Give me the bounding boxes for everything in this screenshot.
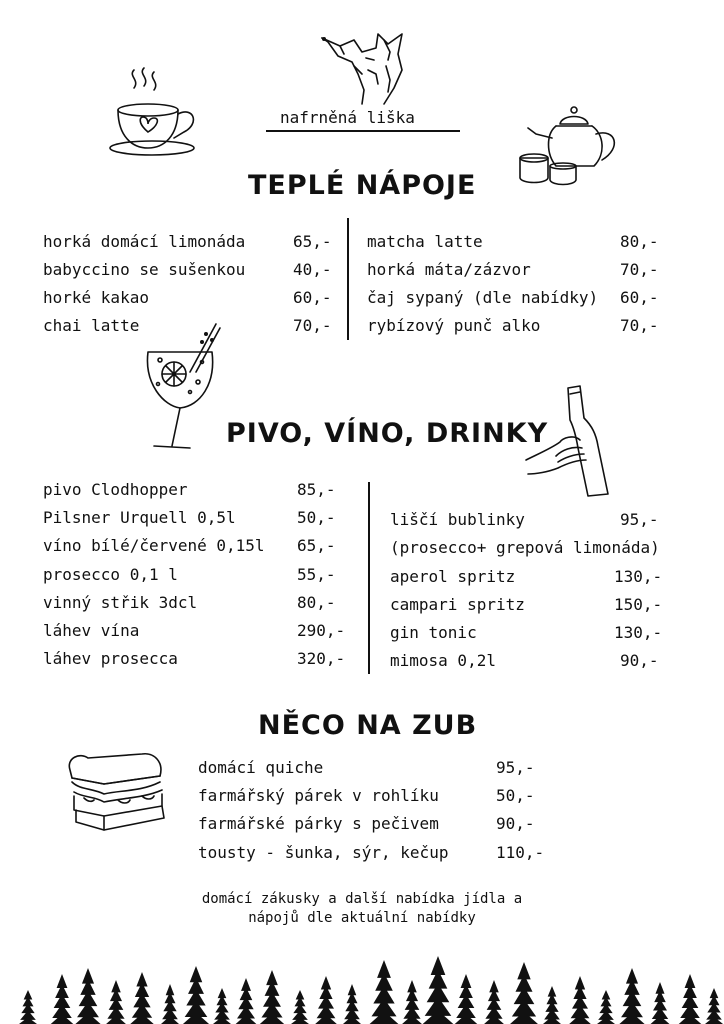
menu-item-name: čaj sypaný (dle nabídky): [367, 288, 599, 307]
teapot-icon: [516, 104, 628, 186]
menu-item-name: farmářské párky s pečivem: [198, 814, 439, 833]
footer-note: [0, 890, 724, 928]
pine-tree: [423, 956, 454, 1024]
menu-item-price: 55,-: [297, 565, 336, 584]
menu-item-price: 90,-: [496, 814, 535, 833]
menu-item-price: 50,-: [297, 508, 336, 527]
pine-trees-icon: [0, 950, 724, 1024]
pine-tree: [260, 970, 284, 1024]
sandwich-icon: [64, 748, 170, 834]
menu-item-price: 320,-: [297, 649, 346, 668]
section-title-snacks: NĚCO NA ZUB: [258, 710, 478, 741]
pine-tree: [402, 980, 422, 1024]
menu-item-price: 60,-: [293, 288, 332, 307]
menu-item-name: aperol spritz: [390, 567, 516, 586]
menu-item-name: rybízový punč alko: [367, 316, 541, 335]
pine-tree: [75, 968, 100, 1024]
fox-icon: [318, 30, 410, 108]
menu-item-name: chai latte: [43, 316, 140, 335]
menu-item-price: 80,-: [620, 232, 659, 251]
coffee-cup-icon: [112, 66, 204, 162]
pine-tree: [291, 990, 309, 1024]
pine-tree: [679, 974, 702, 1024]
menu-item-price: 110,-: [496, 843, 545, 862]
pine-tree: [161, 984, 179, 1024]
menu-item-price: 95,-: [620, 510, 659, 529]
pine-tree: [236, 978, 257, 1024]
menu-item-name: gin tonic: [390, 623, 477, 642]
pine-tree: [315, 976, 337, 1024]
menu-item-name: láhev prosecca: [43, 649, 178, 668]
menu-item-name: Pilsner Urquell 0,5l: [43, 508, 236, 527]
pine-tree: [130, 972, 153, 1024]
menu-item-name: campari spritz: [390, 595, 525, 614]
pine-tree: [484, 980, 504, 1024]
menu-item-price: 70,-: [620, 260, 659, 279]
menu-item-price: 40,-: [293, 260, 332, 279]
menu-item-price: 50,-: [496, 786, 535, 805]
menu-item-price: 70,-: [293, 316, 332, 335]
menu-item-price: 130,-: [614, 623, 663, 642]
pine-tree: [543, 986, 561, 1024]
pine-tree: [705, 988, 723, 1024]
menu-item-price: 95,-: [496, 758, 535, 777]
menu-item-price: 70,-: [620, 316, 659, 335]
menu-item-price: 290,-: [297, 621, 346, 640]
menu-item-name: babyccino se sušenkou: [43, 260, 246, 279]
menu-item-note: (prosecco+ grepová limonáda): [390, 538, 660, 557]
menu-item-price: 130,-: [614, 567, 663, 586]
menu-item-name: liščí bublinky: [390, 510, 525, 529]
menu-item-price: 65,-: [297, 536, 336, 555]
pine-tree: [106, 980, 126, 1024]
pine-tree: [183, 966, 209, 1024]
menu-item-name: láhev vína: [43, 621, 140, 640]
pine-tree: [370, 960, 399, 1024]
menu-item-price: 90,-: [620, 651, 659, 670]
pine-tree: [510, 962, 538, 1024]
menu-item-name: farmářský párek v rohlíku: [198, 786, 439, 805]
menu-item-name: vinný střik 3dcl: [43, 593, 198, 612]
pine-tree: [51, 974, 74, 1024]
menu-item-price: 60,-: [620, 288, 659, 307]
footer-note-line: domácí zákusky a další nabídka jídla a: [201, 891, 523, 907]
pine-tree: [213, 988, 231, 1024]
footer-note-line: nápojů dle aktuální nabídky: [248, 910, 476, 926]
section-title-beer-wine-drinks: PIVO, VÍNO, DRINKY: [226, 418, 549, 449]
pine-tree: [597, 990, 615, 1024]
pine-tree: [455, 974, 478, 1024]
pine-tree: [569, 976, 591, 1024]
pine-tree: [19, 990, 37, 1024]
pine-tree: [343, 984, 361, 1024]
menu-item-name: víno bílé/červené 0,15l: [43, 536, 265, 555]
menu-item-price: 80,-: [297, 593, 336, 612]
menu-item-name: prosecco 0,1 l: [43, 565, 178, 584]
section-title-warm-drinks: TEPLÉ NÁPOJE: [248, 170, 477, 201]
brand-name: nafrněná liška: [280, 108, 415, 127]
menu-item-price: 65,-: [293, 232, 332, 251]
menu-item-name: horká domácí limonáda: [43, 232, 246, 251]
menu-item-price: 150,-: [614, 595, 663, 614]
menu-item-name: pivo Clodhopper: [43, 480, 188, 499]
pine-tree: [651, 982, 670, 1024]
menu-item-price: 85,-: [297, 480, 336, 499]
column-divider: [368, 482, 370, 674]
cocktail-glass-icon: [140, 322, 222, 454]
menu-item-name: horká máta/zázvor: [367, 260, 531, 279]
brand-underline: [266, 130, 460, 132]
menu-item-name: horké kakao: [43, 288, 149, 307]
hand-bottle-icon: [522, 384, 618, 496]
column-divider: [347, 218, 349, 340]
pine-tree: [619, 968, 644, 1024]
menu-item-name: matcha latte: [367, 232, 483, 251]
menu-item-name: domácí quiche: [198, 758, 324, 777]
menu-item-name: mimosa 0,2l: [390, 651, 496, 670]
menu-item-name: tousty - šunka, sýr, kečup: [198, 843, 449, 862]
